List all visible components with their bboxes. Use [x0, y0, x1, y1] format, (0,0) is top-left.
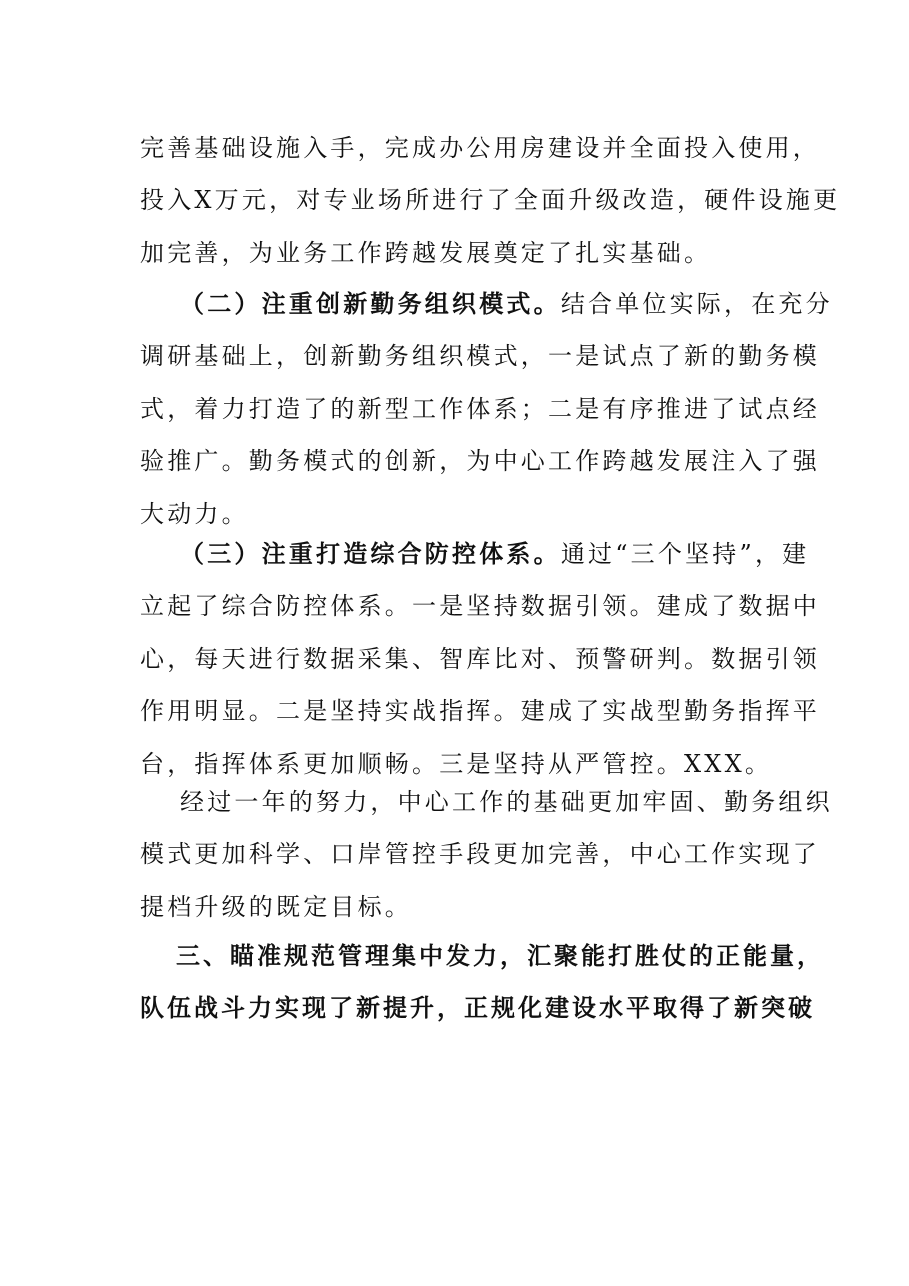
paragraph-line: 投入X万元，对专业场所进行了全面升级改造，硬件设施更 [140, 186, 841, 215]
paragraph-line: 验推广。勤务模式的创新，为中心工作跨越发展注入了强 [140, 447, 820, 476]
section-heading-three [140, 930, 824, 1034]
paragraph-line: 作用明显。二是坚持实战指挥。建成了实战型勤务指挥平 [140, 697, 820, 726]
subsection-heading: （三）注重打造综合防控体系。 [180, 540, 561, 568]
paragraph-line: 大动力。 [140, 499, 249, 528]
paragraph-text: 通过“三个坚持”，建 [560, 540, 810, 568]
paragraph-line: 台，指挥体系更加顺畅。三是坚持从严管控。XXX。 [140, 749, 773, 778]
heading-line: 队伍战斗力实现了新提升，正规化建设水平取得了新突破 [140, 994, 815, 1022]
paragraph-infrastructure [140, 122, 841, 279]
heading-line: 三、瞄准规范管理集中发力，汇聚能打胜仗的正能量， [176, 942, 824, 970]
paragraph-first-line [140, 528, 810, 580]
paragraph-first-line: 经过一年的努力，中心工作的基础更加牢固、勤务组织 [180, 788, 833, 816]
paragraph-text: 结合单位实际，在充分 [560, 290, 833, 318]
paragraph-line: 调研基础上，创新勤务组织模式，一是试点了新的勤务模 [140, 342, 820, 371]
paragraph-prevention-system [140, 528, 820, 790]
paragraph-service-model [140, 278, 833, 540]
paragraph-line: 心，每天进行数据采集、智库比对、预警研判。数据引领 [140, 644, 820, 673]
paragraph-line: 加完善，为业务工作跨越发展奠定了扎实基础。 [140, 238, 712, 267]
paragraph-line: 立起了综合防控体系。一是坚持数据引领。建成了数据中 [140, 592, 820, 621]
paragraph-line: 完善基础设施入手，完成办公用房建设并全面投入使用， [140, 134, 820, 162]
paragraph-line: 模式更加科学、口岸管控手段更加完善，中心工作实现了 [140, 840, 820, 869]
subsection-heading: （二）注重创新勤务组织模式。 [180, 290, 561, 318]
paragraph-summary [140, 776, 833, 933]
paragraph-line: 提档升级的既定目标。 [140, 892, 412, 921]
paragraph-first-line [140, 278, 833, 330]
paragraph-line: 式，着力打造了的新型工作体系；二是有序推进了试点经 [140, 394, 820, 423]
